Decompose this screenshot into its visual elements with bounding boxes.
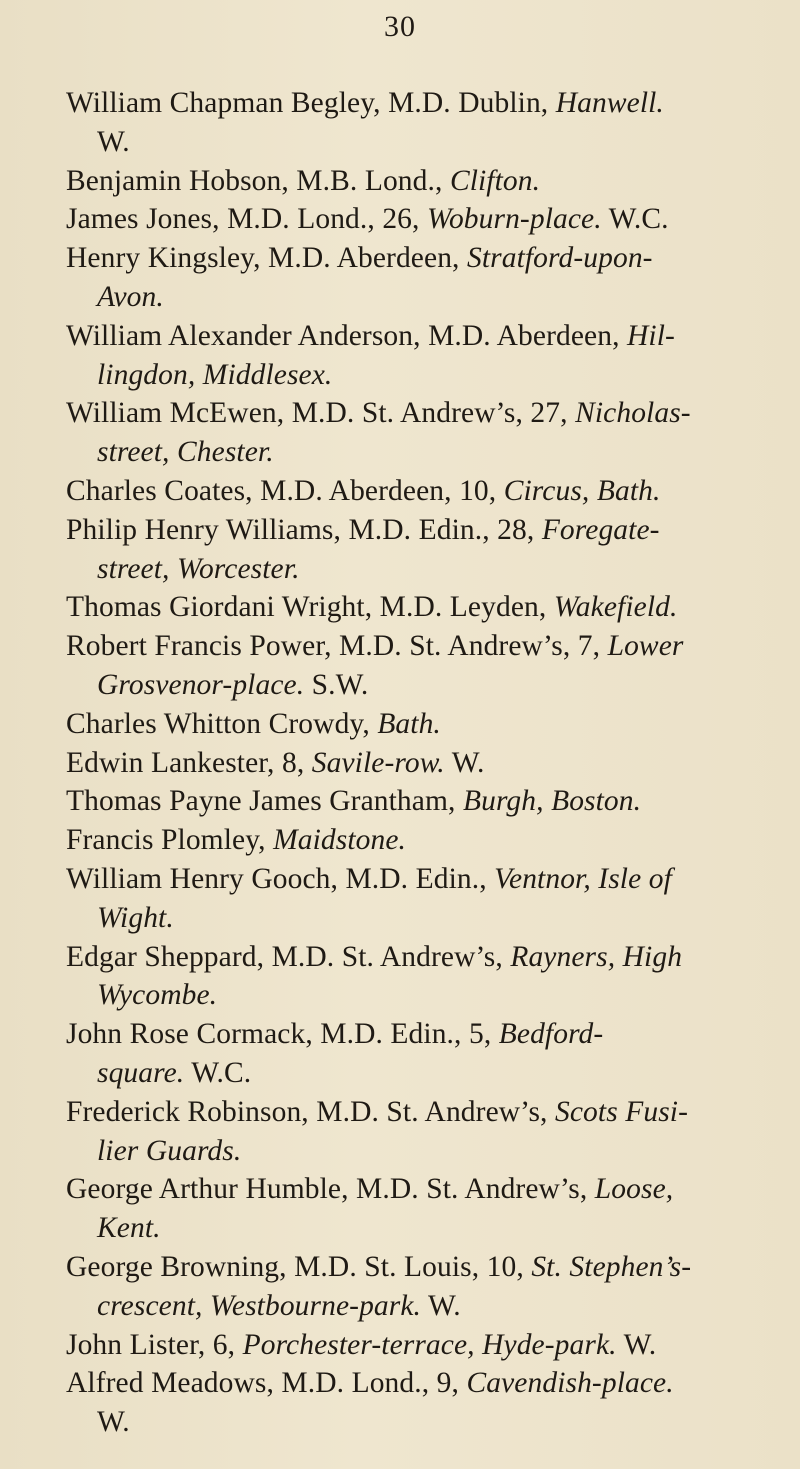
entry-text: W. — [97, 125, 130, 158]
entry-line — [66, 899, 778, 938]
entry-text: W. — [444, 746, 485, 779]
list-entry — [66, 162, 778, 201]
entry-line — [66, 1132, 778, 1171]
entry-text: William Henry Gooch, M.D. Edin., — [66, 862, 495, 895]
entry-line — [66, 666, 778, 705]
entry-line — [66, 550, 778, 589]
entry-address: Wight. — [97, 901, 174, 934]
entry-line — [66, 744, 778, 783]
entry-text: William Alexander Anderson, M.D. Aberdeen, — [66, 319, 628, 352]
entry-address: St. Stephen’s- — [531, 1250, 692, 1283]
entry-text: W. — [616, 1328, 657, 1361]
entry-address: Rayners, High — [510, 940, 683, 973]
entry-text: James Jones, M.D. Lond., 26, — [66, 203, 427, 236]
list-entry — [66, 1093, 778, 1171]
entry-address: street, Chester. — [97, 436, 274, 469]
entry-line — [66, 1093, 778, 1132]
entry-text: Robert Francis Power, M.D. St. Andrew’s, 7, — [66, 630, 608, 663]
list-entry — [66, 239, 778, 317]
entry-text: Francis Plomley, — [66, 824, 274, 857]
entry-address: Bath. — [377, 707, 441, 740]
entry-text: Edwin Lankester, 8, — [66, 746, 312, 779]
entry-address: lier Guards. — [97, 1134, 242, 1167]
entry-line — [66, 705, 778, 744]
list-entry — [66, 588, 778, 627]
entry-address: Wycombe. — [97, 979, 218, 1012]
entry-line — [66, 1209, 778, 1248]
entry-line — [66, 278, 778, 317]
entry-address: Avon. — [97, 280, 164, 313]
entry-address: Hil- — [627, 319, 675, 352]
entry-address: Grosvenor-place. — [97, 668, 305, 701]
list-entry — [66, 84, 778, 162]
entry-address: Cavendish-place. — [466, 1367, 674, 1400]
entry-line — [66, 84, 778, 123]
list-entry — [66, 1248, 778, 1326]
entry-text: George Browning, M.D. St. Louis, 10, — [66, 1250, 532, 1283]
entry-text: W. — [421, 1289, 461, 1322]
list-entry — [66, 860, 778, 938]
entry-line — [66, 317, 778, 356]
entry-line — [66, 782, 778, 821]
list-entry — [66, 627, 778, 705]
list-entry — [66, 705, 778, 744]
entry-line — [66, 860, 778, 899]
entry-text: John Lister, 6, — [66, 1328, 243, 1361]
entry-line — [66, 1287, 778, 1326]
entry-text: Frederick Robinson, M.D. St. Andrew’s, — [66, 1095, 555, 1128]
entry-text: Edgar Sheppard, M.D. St. Andrew’s, — [66, 940, 511, 973]
entry-line — [66, 1326, 778, 1365]
entry-text: George Arthur Humble, M.D. St. Andrew’s, — [66, 1173, 595, 1206]
entry-address: Porchester-terrace, Hyde-park. — [242, 1328, 617, 1361]
entry-line — [66, 588, 778, 627]
entry-address: Bedford- — [498, 1018, 604, 1051]
list-entry — [66, 782, 778, 821]
entry-address: Kent. — [97, 1212, 161, 1245]
entry-address: street, Worcester. — [97, 552, 300, 585]
entry-text: Philip Henry Williams, M.D. Edin., 28, — [66, 513, 542, 546]
page-number: 30 — [384, 10, 416, 43]
entry-address: Burgh, Boston. — [462, 785, 642, 818]
list-entry — [66, 938, 778, 1016]
entry-text: S.W. — [304, 668, 369, 701]
entry-line — [66, 394, 778, 433]
entry-address: Woburn-place. — [426, 203, 602, 236]
entry-line — [66, 976, 778, 1015]
entry-text: W.C. — [601, 203, 669, 236]
list-entry — [66, 511, 778, 589]
list-entry — [66, 1364, 778, 1442]
entry-address: Savile-row. — [311, 746, 445, 779]
entry-line — [66, 1170, 778, 1209]
entry-line — [66, 200, 778, 239]
entry-address: Nicholas- — [575, 397, 691, 430]
entry-address: Lower — [607, 630, 684, 663]
entry-text: William Chapman Begley, M.D. Dublin, — [66, 87, 556, 119]
list-entry — [66, 1015, 778, 1093]
entry-text: Charles Coates, M.D. Aberdeen, 10, — [66, 474, 504, 507]
entry-line — [66, 162, 778, 201]
list-entry — [66, 1170, 778, 1248]
entry-line — [66, 511, 778, 550]
entry-text: William McEwen, M.D. St. Andrew’s, 27, — [66, 397, 576, 430]
entry-text: W.C. — [184, 1056, 252, 1089]
entry-address: Clifton. — [449, 164, 541, 197]
entry-text: Henry Kingsley, M.D. Aberdeen, — [66, 242, 467, 275]
entry-address: Wakefield. — [553, 591, 678, 624]
list-entry — [66, 317, 778, 395]
list-entry — [66, 1326, 778, 1365]
entry-line — [66, 472, 778, 511]
entry-address: Circus, Bath. — [503, 474, 661, 507]
entry-line — [66, 938, 778, 977]
entry-line — [66, 627, 778, 666]
entry-address: square. — [97, 1056, 185, 1089]
member-list — [66, 84, 778, 1442]
entry-address: Stratford-upon- — [467, 242, 653, 275]
entry-line — [66, 1364, 778, 1403]
entry-text: Alfred Meadows, M.D. Lond., 9, — [66, 1367, 467, 1400]
entry-line — [66, 1403, 778, 1442]
entry-address: Scots Fusi- — [555, 1095, 689, 1128]
entry-line — [66, 123, 778, 162]
list-entry — [66, 472, 778, 511]
list-entry — [66, 744, 778, 783]
entry-line — [66, 356, 778, 395]
entry-address: Loose, — [594, 1173, 674, 1206]
entry-text: Charles Whitton Crowdy, — [66, 707, 378, 740]
entry-line — [66, 1054, 778, 1093]
list-entry — [66, 200, 778, 239]
entry-line — [66, 1248, 778, 1287]
entry-address: Maidstone. — [273, 824, 407, 857]
entry-address: Ventnor, Isle of — [494, 862, 672, 895]
list-entry — [66, 394, 778, 472]
entry-text: Thomas Payne James Grantham, — [66, 785, 463, 818]
entry-text: John Rose Cormack, M.D. Edin., 5, — [66, 1018, 499, 1051]
entry-text: Thomas Giordani Wright, M.D. Leyden, — [66, 591, 554, 624]
entry-line — [66, 433, 778, 472]
entry-text: W. — [97, 1406, 130, 1439]
entry-line — [66, 239, 778, 278]
entry-address: Hanwell. — [555, 87, 664, 119]
entry-line — [66, 1015, 778, 1054]
entry-line — [66, 821, 778, 860]
entry-text: Benjamin Hobson, M.B. Lond., — [66, 164, 450, 197]
list-entry — [66, 821, 778, 860]
entry-address: crescent, Westbourne-park. — [97, 1289, 422, 1322]
entry-address: lingdon, Middlesex. — [97, 358, 333, 391]
entry-address: Foregate- — [541, 513, 660, 546]
